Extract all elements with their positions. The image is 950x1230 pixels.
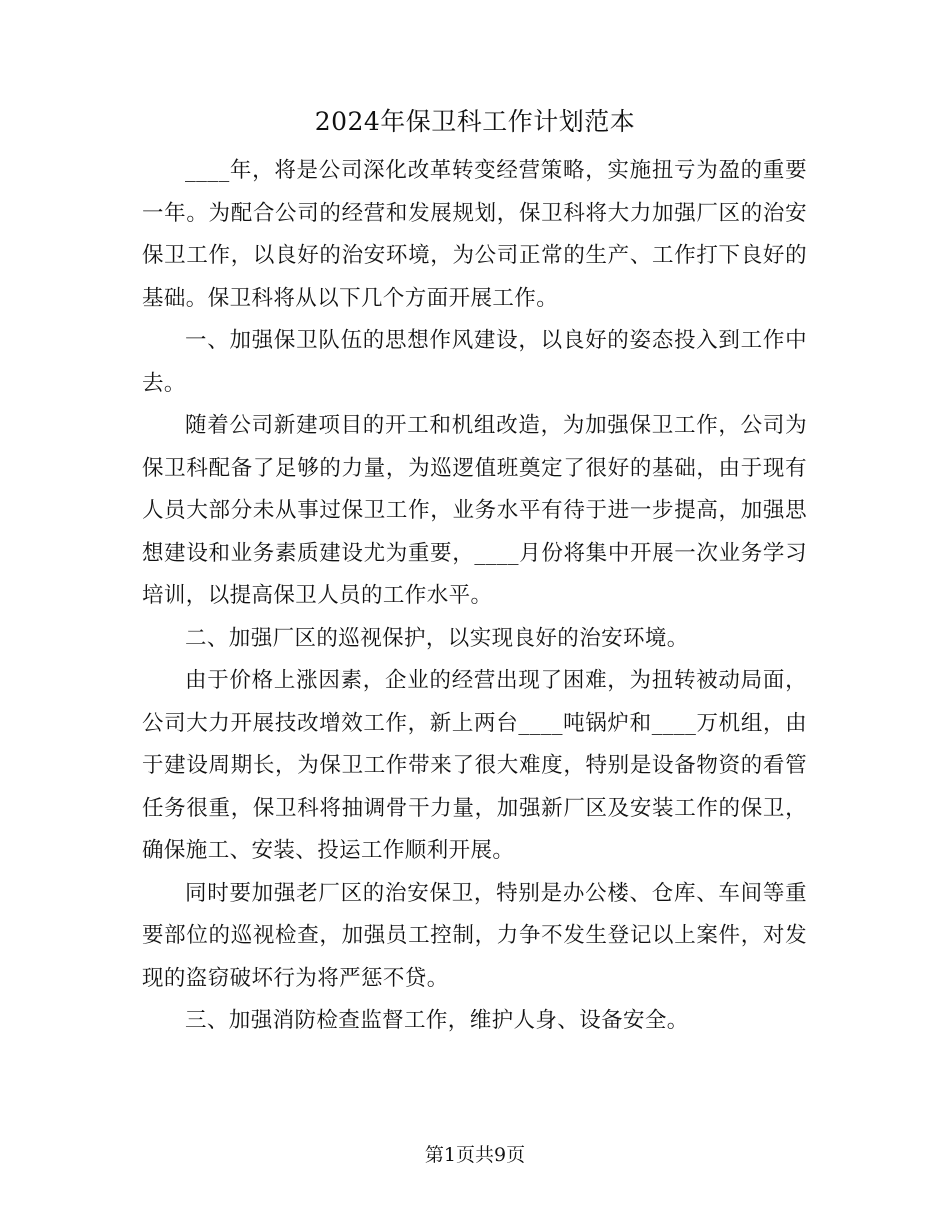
page-number-footer: 第1页共9页 — [424, 1144, 526, 1166]
document-title: 2024年保卫科工作计划范本 — [314, 107, 636, 136]
paragraph-intro: ____年，将是公司深化改革转变经营策略，实施扭亏为盈的重要一年。为配合公司的经营和发展规划，保卫科将大力加强厂区的治安保卫工作，以良好的治安环境，为公司正常的生产、工作打下良好的基础。保卫科将从以下几个方面开展工作。 — [142, 158, 807, 311]
section-heading-1: 一、加强保卫队伍的思想作风建设，以良好的姿态投入到工作中去。 — [142, 328, 807, 396]
paragraph-section-2b: 同时要加强老厂区的治安保卫，特别是办公楼、仓库、车间等重要部位的巡视检查，加强员工控制，力争不发生登记以上案件，对发现的盗窃破坏行为将严惩不贷。 — [142, 880, 807, 991]
section-heading-2: 二、加强厂区的巡视保护，以实现良好的治安环境。 — [185, 625, 689, 651]
paragraph-section-2a: 由于价格上涨因素，企业的经营出现了困难，为扭转被动局面，公司大力开展技改增效工作，新上两台____吨锅炉和____万机组，由于建设周期长，为保卫工作带来了很大难度，特别是设备物资的看管任务很重，保卫科将抽调骨干力量，加强新厂区及安装工作的保卫，确保施工、安装、投运工作顺利开展。 — [142, 668, 807, 863]
section-heading-3: 三、加强消防检查监督工作，维护人身、设备安全。 — [185, 1008, 689, 1033]
paragraph-section-1: 随着公司新建项目的开工和机组改造，为加强保卫工作，公司为保卫科配备了足够的力量，为巡逻值班奠定了很好的基础，由于现有人员大部分未从事过保卫工作，业务水平有待于进一步提高，加强思想建设和业务素质建设尤为重要，____月份将集中开展一次业务学习培训，以提高保卫人员的工作水平。 — [142, 413, 807, 608]
document-body — [142, 150, 807, 1043]
